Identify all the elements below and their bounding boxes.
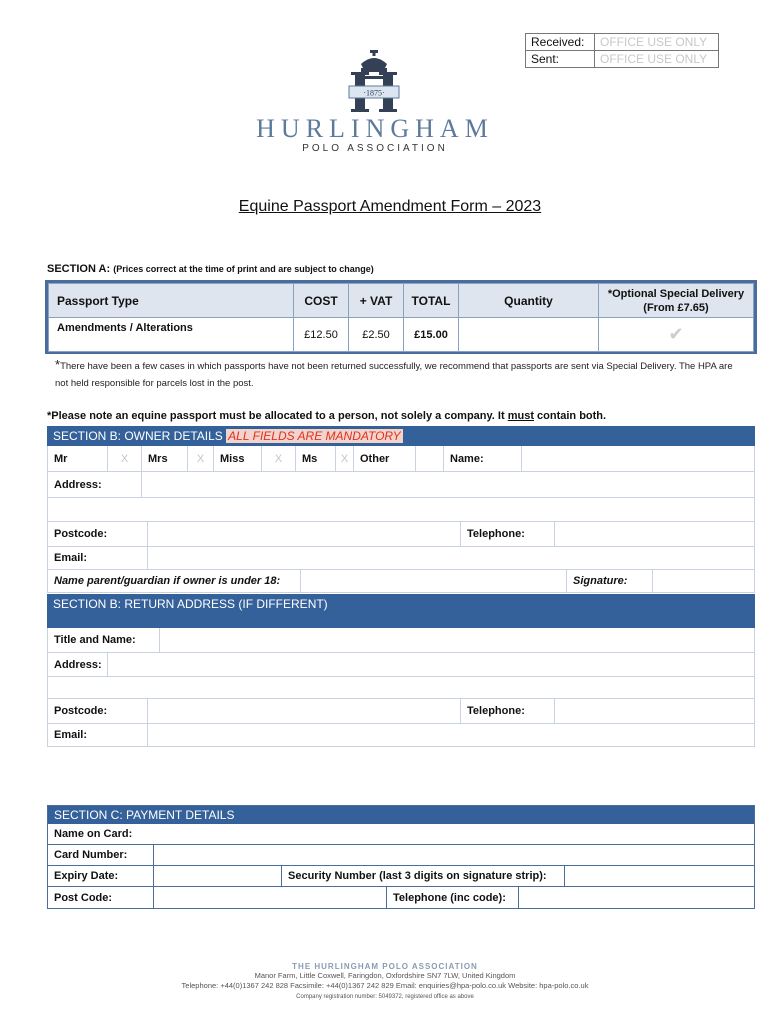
postcode-field[interactable] xyxy=(148,522,461,546)
security-number-field[interactable] xyxy=(565,866,754,886)
title-mrs-label: Mrs xyxy=(142,446,188,471)
section-b-owner xyxy=(47,426,755,593)
section-a-title: SECTION A: xyxy=(47,263,111,275)
col-passport-type: Passport Type xyxy=(49,284,294,318)
owner-email-row xyxy=(47,547,755,570)
col-special-delivery: *Optional Special Delivery (From £7.65) xyxy=(599,284,754,318)
signature-label: Signature: xyxy=(567,570,653,592)
table-row xyxy=(49,318,754,352)
return-address-row xyxy=(47,653,755,677)
guardian-label: Name parent/guardian if owner is under 18: xyxy=(48,570,301,592)
return-title-name-row xyxy=(47,628,755,653)
card-number-field[interactable] xyxy=(154,845,754,865)
footer xyxy=(0,962,770,1000)
footer-registration: Company registration number: 5049372, registered office as above xyxy=(296,994,474,1000)
address-field-line-2[interactable] xyxy=(48,498,754,521)
return-email-label: Email: xyxy=(48,724,148,746)
section-a-heading xyxy=(47,263,374,275)
quantity-input[interactable] xyxy=(459,318,599,352)
name-label: Name: xyxy=(444,446,522,471)
section-b-owner-header xyxy=(47,426,755,446)
sent-label: Sent: xyxy=(526,51,595,68)
return-email-field[interactable] xyxy=(148,724,754,746)
sent-field[interactable]: OFFICE USE ONLY xyxy=(595,51,719,68)
received-label: Received: xyxy=(526,34,595,51)
card-number-row xyxy=(48,845,754,866)
total-cell: £15.00 xyxy=(404,318,459,352)
delivery-note-text: There have been a few cases in which passports have not been returned successfully, we recommend that passports are sent via Special Delivery. The HPA are not held responsible for parcels lost in the post. xyxy=(55,361,733,389)
form-title: Equine Passport Amendment Form – 2023 xyxy=(238,198,542,215)
expiry-row xyxy=(48,866,754,887)
address-label: Address: xyxy=(48,472,142,497)
logo-subtitle: POLO ASSOCIATION xyxy=(302,143,448,154)
card-number-label: Card Number: xyxy=(48,845,154,865)
title-miss-label: Miss xyxy=(214,446,262,471)
owner-title-row xyxy=(47,446,755,472)
return-address-field[interactable] xyxy=(108,653,754,676)
email-label: Email: xyxy=(48,547,148,569)
title-mr-checkbox[interactable]: X xyxy=(108,446,142,471)
check-icon: ✔ xyxy=(668,324,684,344)
special-delivery-checkbox[interactable] xyxy=(599,318,754,352)
col-vat: + VAT xyxy=(349,284,404,318)
title-and-name-field[interactable] xyxy=(160,628,754,652)
expiry-label: Expiry Date: xyxy=(48,866,154,886)
title-ms-label: Ms xyxy=(296,446,336,471)
address-field[interactable] xyxy=(142,472,754,497)
post-code-row xyxy=(48,887,754,908)
guardian-field[interactable] xyxy=(301,570,567,592)
vat-cell: £2.50 xyxy=(349,318,404,352)
title-and-name-label: Title and Name: xyxy=(48,628,160,652)
return-telephone-label: Telephone: xyxy=(461,699,555,723)
email-field[interactable] xyxy=(148,547,754,569)
return-address-row-2 xyxy=(47,677,755,699)
passport-type-cell: Amendments / Alterations xyxy=(49,318,294,352)
title-mr-label: Mr xyxy=(48,446,108,471)
owner-postcode-row xyxy=(47,522,755,547)
mandatory-badge: ALL FIELDS ARE MANDATORY xyxy=(228,429,401,443)
section-b-return-header xyxy=(47,594,755,628)
telephone-label: Telephone: xyxy=(461,522,555,546)
payment-telephone-field[interactable] xyxy=(519,887,754,908)
name-field[interactable] xyxy=(522,446,754,471)
post-code-field[interactable] xyxy=(154,887,387,908)
logo-wordmark: HURLINGHAM xyxy=(256,114,494,143)
section-b-return-title: SECTION B: RETURN ADDRESS (IF DIFFERENT) xyxy=(53,597,328,611)
section-c-header xyxy=(48,806,754,824)
expiry-field[interactable] xyxy=(154,866,282,886)
payment-telephone-label: Telephone (inc code): xyxy=(387,887,519,908)
hpa-logo xyxy=(255,48,495,158)
section-a-note: (Prices correct at the time of print and are subject to change) xyxy=(113,264,374,274)
delivery-note xyxy=(55,356,735,392)
footer-org: THE HURLINGHAM POLO ASSOCIATION xyxy=(292,962,478,971)
return-postcode-row xyxy=(47,699,755,724)
office-use-box xyxy=(525,33,719,68)
telephone-field[interactable] xyxy=(555,522,754,546)
post-code-label: Post Code: xyxy=(48,887,154,908)
owner-address-row-2 xyxy=(47,498,755,522)
footer-contact: Telephone: +44(0)1367 242 828 Facsimile: +44(0)1367 242 829 Email: enquiries@hpa-polo.co.uk Website: hpa-polo.co.uk xyxy=(181,981,589,990)
allocation-note-text: *Please note an equine passport must be allocated to a person, not solely a company. It xyxy=(47,410,508,422)
return-address-label: Address: xyxy=(48,653,108,676)
title-mrs-checkbox[interactable]: X xyxy=(188,446,214,471)
note-asterisk: * xyxy=(55,357,61,372)
section-b-return xyxy=(47,594,755,747)
section-c-payment xyxy=(47,805,755,909)
crown-crest-icon xyxy=(343,50,405,116)
return-postcode-field[interactable] xyxy=(148,699,461,723)
allocation-note-emphasis: must xyxy=(507,410,534,422)
signature-field[interactable] xyxy=(653,570,754,592)
cost-cell: £12.50 xyxy=(294,318,349,352)
title-ms-checkbox[interactable]: X xyxy=(336,446,354,471)
col-quantity: Quantity xyxy=(459,284,599,318)
logo-year: ·1875· xyxy=(363,88,385,98)
name-on-card-label: Name on Card: xyxy=(54,828,133,840)
owner-guardian-row xyxy=(47,570,755,593)
title-other-field[interactable] xyxy=(416,446,444,471)
return-email-row xyxy=(47,724,755,747)
col-cost: COST xyxy=(294,284,349,318)
footer-address: Manor Farm, Little Coxwell, Faringdon, Oxfordshire SN7 7LW, United Kingdom xyxy=(254,971,516,980)
owner-address-row xyxy=(47,472,755,498)
section-b-owner-title: SECTION B: OWNER DETAILS xyxy=(53,429,223,443)
name-on-card-row xyxy=(48,824,754,845)
return-postcode-label: Postcode: xyxy=(48,699,148,723)
title-other-label: Other xyxy=(354,446,416,471)
section-c-title: SECTION C: PAYMENT DETAILS xyxy=(54,808,235,822)
security-number-label: Security Number (last 3 digits on signature strip): xyxy=(282,866,565,886)
allocation-note xyxy=(47,410,606,422)
postcode-label: Postcode: xyxy=(48,522,148,546)
return-address-field-line-2[interactable] xyxy=(48,677,754,698)
received-field[interactable]: OFFICE USE ONLY xyxy=(595,34,719,51)
col-total: TOTAL xyxy=(404,284,459,318)
title-miss-checkbox[interactable]: X xyxy=(262,446,296,471)
allocation-note-end: contain both. xyxy=(533,410,607,422)
return-telephone-field[interactable] xyxy=(555,699,754,723)
section-a-table xyxy=(45,280,757,354)
